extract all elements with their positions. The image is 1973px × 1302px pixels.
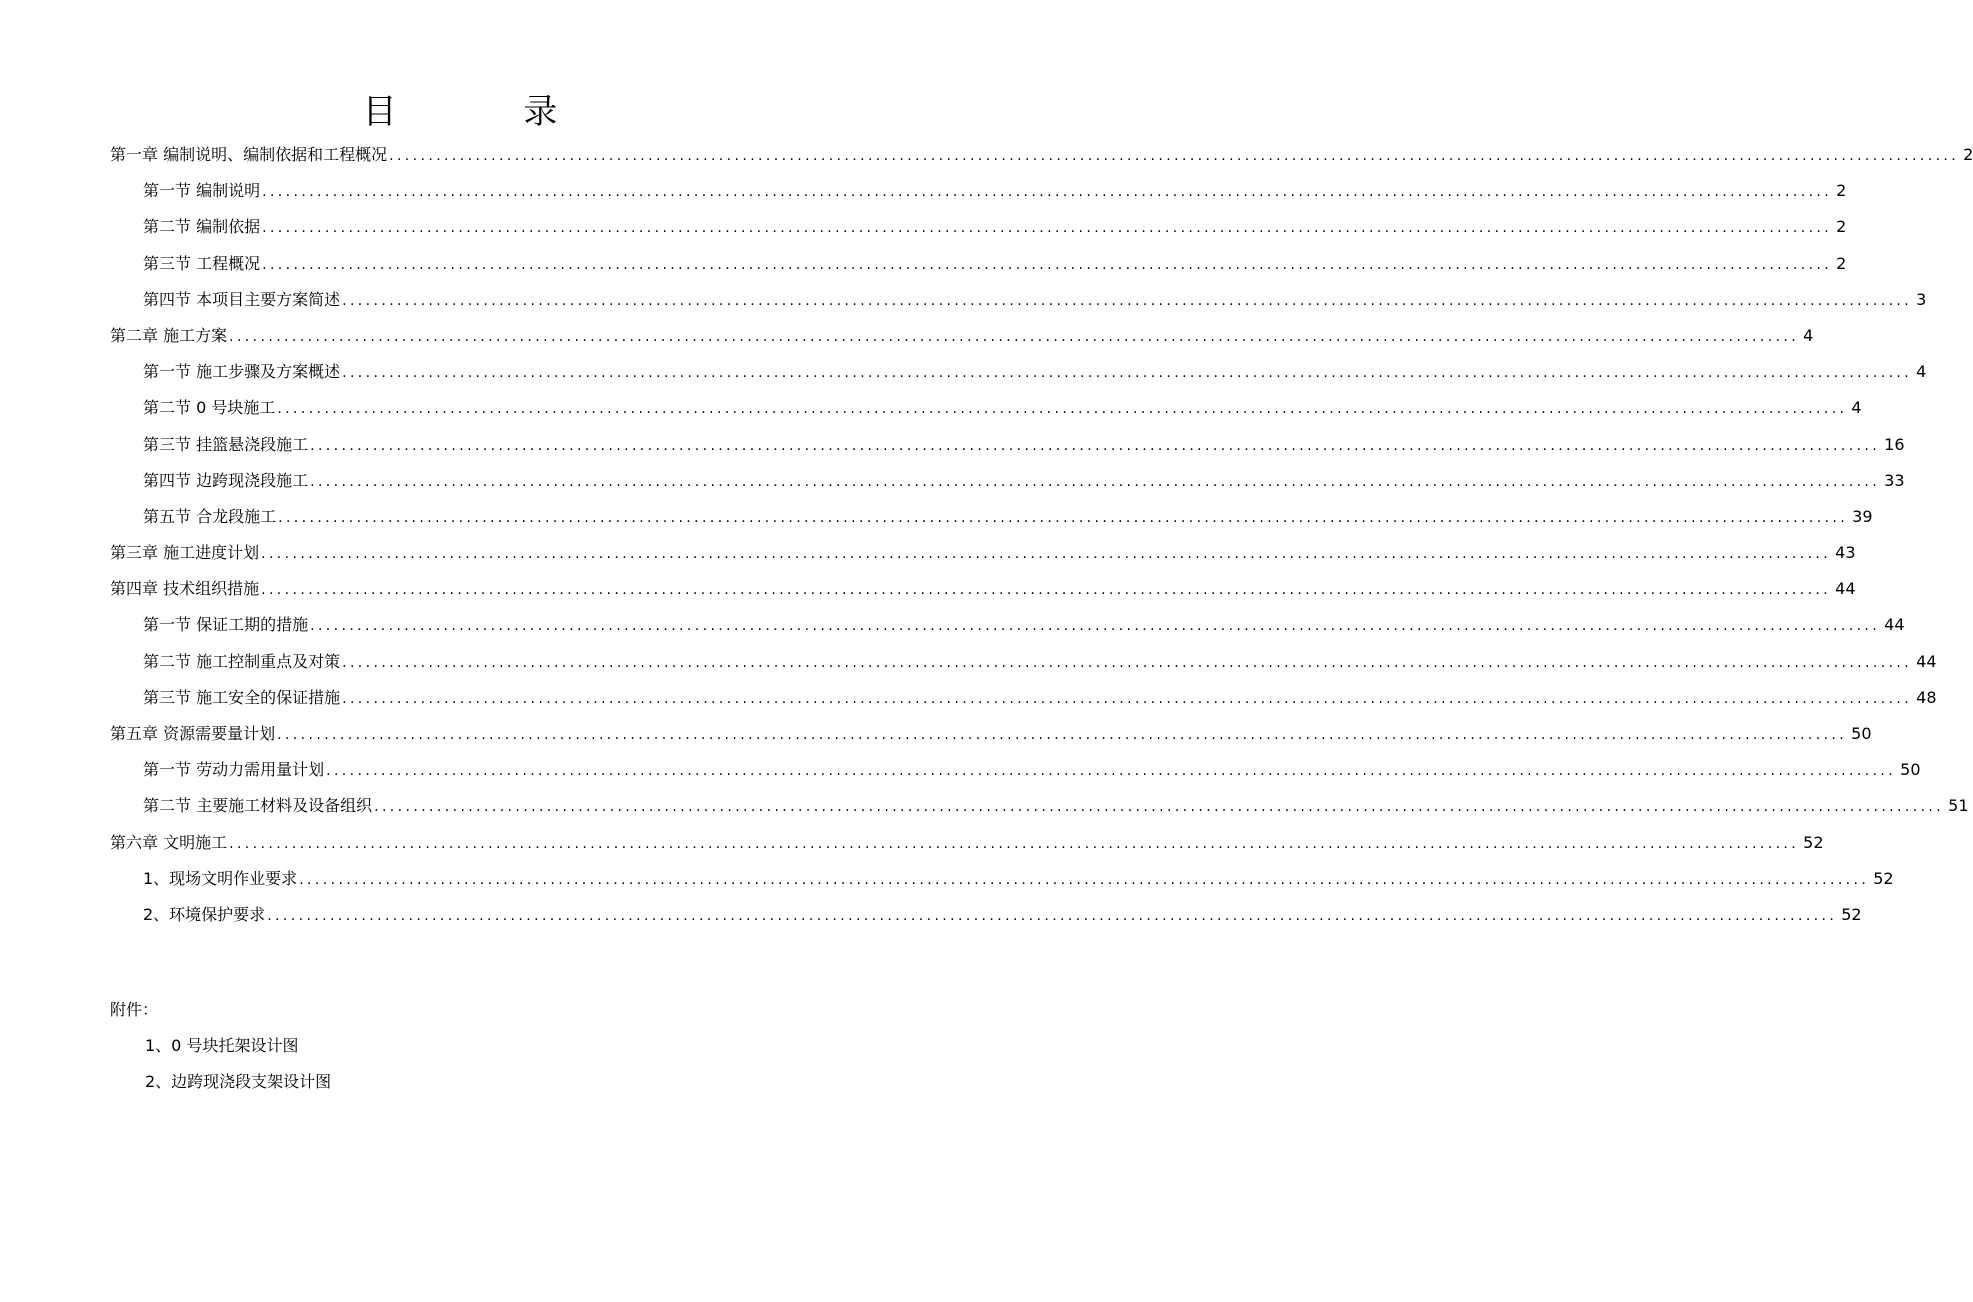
toc-entry-label: 第一节 保证工期的措施 — [143, 615, 309, 635]
toc-entry-label: 第一章 编制说明、编制依据和工程概况 — [110, 145, 388, 164]
toc-dot-leader: ........................................................................................................................................................................................................ — [229, 328, 1800, 345]
toc-dot-leader: ........................................................................................................................................................................................................ — [342, 690, 1913, 707]
toc-dot-leader: ........................................................................................................................................................................................................ — [278, 509, 1849, 526]
toc-page-number: 48 — [1916, 687, 1937, 707]
toc-section-row[interactable] — [110, 680, 1937, 716]
toc-page-number: 16 — [1884, 434, 1905, 454]
toc-dot-leader: ........................................................................................................................................................................................................ — [299, 871, 1870, 888]
toc-entry-label: 第一节 劳动力需用量计划 — [143, 760, 325, 780]
toc-dot-leader: ........................................................................................................................................................................................................ — [310, 437, 1881, 454]
attachments-heading: 附件： — [110, 1000, 159, 1019]
toc-dot-leader: ........................................................................................................................................................................................................ — [342, 292, 1913, 309]
toc-section-row[interactable] — [110, 463, 1905, 499]
toc-entry-label: 第三节 工程概况 — [143, 253, 261, 273]
toc-page-number: 51 — [1948, 796, 1969, 816]
toc-page-number: 44 — [1884, 615, 1905, 635]
toc-entry-label: 1、现场文明作业要求 — [143, 868, 298, 888]
toc-entry-label: 第四节 本项目主要方案简述 — [143, 289, 341, 309]
toc-section-row[interactable] — [110, 390, 1862, 426]
toc-chapter-row[interactable] — [110, 535, 1856, 571]
toc-page-number: 2 — [1963, 145, 1973, 164]
toc-dot-leader: ........................................................................................................................................................................................................ — [310, 473, 1881, 490]
toc-dot-leader: ........................................................................................................................................................................................................ — [342, 654, 1913, 671]
toc-entry-label: 第二节 施工控制重点及对策 — [143, 651, 341, 671]
toc-entry-label: 第三节 挂篮悬浇段施工 — [143, 434, 309, 454]
attachments-list — [145, 1028, 331, 1100]
toc-dot-leader: ........................................................................................................................................................................................................ — [262, 256, 1833, 273]
toc-section-row[interactable] — [110, 788, 1969, 824]
toc-section-row[interactable] — [110, 499, 1873, 535]
toc-entry-label: 第二节 0 号块施工 — [143, 398, 276, 418]
toc-dot-leader: ........................................................................................................................................................................................................ — [389, 148, 1960, 164]
toc-page-number: 44 — [1916, 651, 1937, 671]
toc-dot-leader: ........................................................................................................................................................................................................ — [310, 618, 1881, 635]
toc-entry-label: 第二节 编制依据 — [143, 217, 261, 237]
toc-page-number: 52 — [1841, 904, 1862, 924]
toc-chapter-row[interactable] — [110, 716, 1872, 752]
toc-section-row[interactable] — [110, 282, 1927, 318]
toc-page-number: 39 — [1852, 506, 1873, 526]
toc-page-number: 4 — [1803, 325, 1814, 345]
toc-section-row[interactable] — [110, 607, 1905, 643]
toc-dot-leader: ........................................................................................................................................................................................................ — [262, 184, 1833, 201]
toc-entry-label: 第一节 施工步骤及方案概述 — [143, 362, 341, 382]
toc-page-number: 2 — [1836, 181, 1847, 201]
toc-section-row[interactable] — [110, 752, 1921, 788]
attachment-item: 2、边跨现浇段支架设计图 — [145, 1072, 332, 1091]
toc-page-number: 52 — [1873, 868, 1894, 888]
toc-page-number: 44 — [1835, 579, 1856, 599]
toc-section-row[interactable] — [110, 173, 1847, 209]
toc-chapter-row[interactable] — [110, 825, 1824, 861]
toc-page-number: 4 — [1851, 398, 1862, 418]
toc-chapter-row[interactable] — [110, 318, 1814, 354]
toc-dot-leader: ........................................................................................................................................................................................................ — [267, 907, 1838, 924]
toc-entry-label: 第二节 主要施工材料及设备组织 — [143, 796, 373, 816]
toc-page-number: 2 — [1836, 253, 1847, 273]
toc-page-number: 3 — [1916, 289, 1927, 309]
toc-section-row[interactable] — [110, 427, 1905, 463]
toc-chapter-row[interactable] — [110, 137, 1973, 173]
toc-section-row[interactable] — [110, 354, 1927, 390]
toc-dot-leader: ........................................................................................................................................................................................................ — [261, 582, 1832, 599]
attachment-item: 1、0 号块托架设计图 — [145, 1036, 299, 1055]
toc-entry-label: 第二章 施工方案 — [110, 325, 228, 345]
toc-page-number: 4 — [1916, 362, 1927, 382]
table-of-contents — [110, 137, 1973, 933]
toc-entry-label: 第五章 资源需要量计划 — [110, 724, 276, 743]
toc-page-number: 50 — [1851, 724, 1872, 743]
toc-chapter-row[interactable] — [110, 571, 1856, 607]
toc-page-number: 33 — [1884, 470, 1905, 490]
toc-dot-leader: ........................................................................................................................................................................................................ — [342, 365, 1913, 382]
toc-page-number: 43 — [1835, 543, 1856, 563]
toc-dot-leader: ........................................................................................................................................................................................................ — [277, 401, 1848, 418]
toc-entry-label: 第六章 文明施工 — [110, 832, 228, 852]
toc-entry-label: 第四章 技术组织措施 — [110, 579, 260, 599]
toc-dot-leader: ........................................................................................................................................................................................................ — [374, 799, 1945, 816]
toc-page-number: 50 — [1900, 760, 1921, 780]
toc-section-row[interactable] — [110, 861, 1894, 897]
toc-dot-leader: ........................................................................................................................................................................................................ — [261, 546, 1832, 563]
toc-section-row[interactable] — [110, 209, 1847, 245]
toc-dot-leader: ........................................................................................................................................................................................................ — [262, 220, 1833, 237]
toc-entry-label: 第三章 施工进度计划 — [110, 543, 260, 563]
toc-entry-label: 第四节 边跨现浇段施工 — [143, 470, 309, 490]
toc-entry-label: 第一节 编制说明 — [143, 181, 261, 201]
toc-dot-leader: ........................................................................................................................................................................................................ — [229, 835, 1800, 852]
toc-dot-leader: ........................................................................................................................................................................................................ — [326, 763, 1897, 780]
toc-section-row[interactable] — [110, 246, 1847, 282]
toc-page-number: 2 — [1836, 217, 1847, 237]
toc-entry-label: 第五节 合龙段施工 — [143, 506, 277, 526]
page-title: 目 录 — [362, 92, 616, 132]
toc-entry-label: 第三节 施工安全的保证措施 — [143, 687, 341, 707]
toc-section-row[interactable] — [110, 644, 1937, 680]
toc-section-row[interactable] — [110, 897, 1862, 933]
toc-dot-leader: ........................................................................................................................................................................................................ — [277, 727, 1848, 743]
toc-page-number: 52 — [1803, 832, 1824, 852]
toc-entry-label: 2、环境保护要求 — [143, 904, 266, 924]
